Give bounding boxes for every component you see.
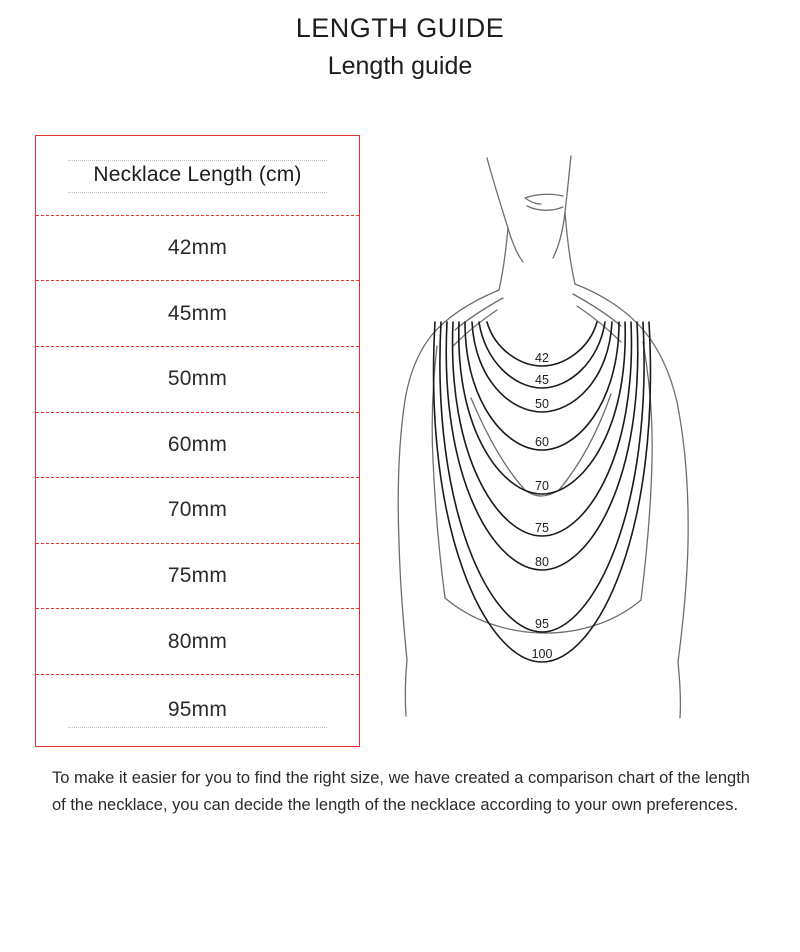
chain-label-60: 60	[535, 435, 549, 449]
length-value: 95mm	[167, 698, 228, 722]
table-row	[36, 477, 359, 543]
table-header-row	[36, 136, 359, 215]
chain-label-45: 45	[535, 373, 549, 387]
chain-label-75: 75	[535, 521, 549, 535]
table-row	[36, 215, 359, 281]
chain-label-42: 42	[535, 351, 549, 365]
length-value: 50mm	[167, 367, 228, 391]
title-block	[0, 0, 800, 86]
page-subtitle: Length guide	[327, 52, 473, 81]
table-row	[36, 543, 359, 609]
chain-label-100: 100	[531, 647, 553, 661]
necklace-length-illustration	[375, 150, 775, 730]
page-title: LENGTH GUIDE	[295, 13, 505, 43]
table-row	[36, 608, 359, 674]
length-value: 42mm	[167, 236, 228, 260]
chain-label-95: 95	[535, 617, 549, 631]
length-value: 60mm	[167, 432, 228, 456]
length-value: 75mm	[167, 564, 228, 588]
table-row	[36, 674, 359, 746]
table-row	[36, 412, 359, 478]
length-value: 70mm	[167, 498, 228, 522]
table-row	[36, 346, 359, 412]
length-value: 80mm	[167, 629, 228, 653]
chain-label-70: 70	[535, 479, 549, 493]
chain-label-80: 80	[535, 555, 549, 569]
necklace-length-table	[35, 135, 360, 747]
chain-label-50: 50	[535, 397, 549, 411]
table-row	[36, 280, 359, 346]
length-value: 45mm	[167, 301, 228, 325]
footer-note: To make it easier for you to find the right size, we have created a comparison chart of the length of the necklace, you can decide the length of the necklace according to your own preferences.	[52, 769, 750, 814]
table-header-label: Necklace Length (cm)	[93, 163, 302, 187]
chain-labels-group	[532, 351, 553, 661]
